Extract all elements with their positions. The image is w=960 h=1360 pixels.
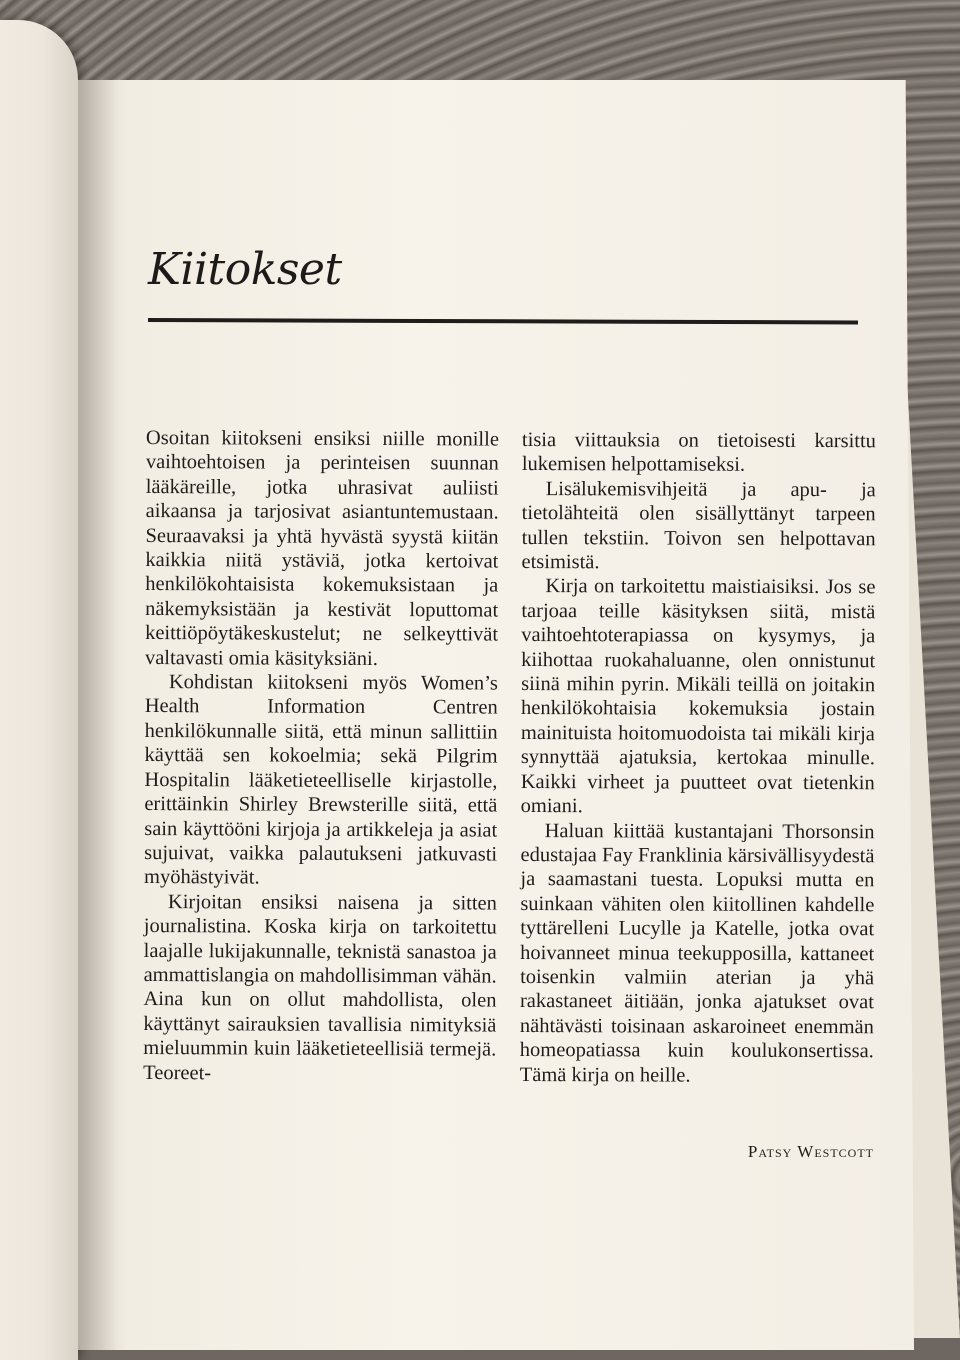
previous-page xyxy=(0,20,78,1360)
paragraph: Lisälukemisvihjeitä ja apu- ja tietolähteitä olen sisällyttänyt tarpeen tullen tekstiin. Toivon sen helpottavan etsimistä. xyxy=(521,477,876,574)
paragraph: tisia viittauksia on tietoisesti karsittu lukemisen helpottamiseksi. xyxy=(521,429,876,477)
paragraph: Haluan kiittää kustantajani Thorsonsin edustajaa Fay Franklinia kärsivällisyydestä ja saamastani tuesta. Lopuksi mutta en suinkaan vähiten olen kiitollinen kahdelle tyttärelleni Lucylle ja Katelle, jotka ovat hoivanneet minua teekupposilla, kattaneet toisenkin valmiin aterian ja yhä rakastaneet äitiään, jonka ajatukset ovat nähtävästi toisinaan askaroineet enemmän homeopatiassa kuin koulukonsertissa. Tämä kirja on heille. xyxy=(519,819,875,1087)
paragraph: Kirjoitan ensiksi naisena ja sitten journalistina. Koska kirja on tarkoitettu laajalle lukijakunnalle, teknistä sanastoa ja ammattislangia on mahdollisimman vähän. Aina kun on ollut mahdollista, olen käyttänyt sairauksien tavallisia nimityksiä mieluummin kuin lääketieteellisiä termejä. Teoreet- xyxy=(143,890,497,1084)
paragraph: Kirja on tarkoitettu maistiaisiksi. Jos se tarjoaa teille käsityksen siitä, mistä vaihtoehtoterapiassa on kysymys, ja kiihottaa ruokahaluanne, olen onnistunut siinä mihin pyrin. Mikäli teillä on joitakin henkilökohtaisia kokemuksia jostain mainituista hoitomuodoista tai mikäli kirja synnyttää ajatuksia, kertokaa minulle. Kaikki virheet ja puutteet ovat tietenkin omiani. xyxy=(520,575,876,818)
paragraph: Kohdistan kiitokseni myös Women’s Health Information Centren henkilökunnalle siitä, että minun sallittiin käyttää sen kokoelmia; sekä Pilgrim Hospitalin lääketieteelliselle kirjastolle, erittäinkin Shirley Brewsterille siitä, että sain käyttööni kirjoja ja artikkeleja ja asiat sujuivat, vaikka palautukseni jatkuvasti myöhästyivät. xyxy=(143,671,498,889)
page-heading: Kiitokset xyxy=(148,244,342,295)
author-signature: Patsy Westcott xyxy=(747,1142,874,1161)
paragraph: Osoitan kiitokseni ensiksi niille monille vaihtoehtoisen ja perinteisen suunnan lääkäreille, jotka uhrasivat auliisti aikaansa ja tarjosivat asiantuntemustaan. Seuraavaksi ja yhtä hyvästä syystä kiitän kaikkia niitä ystäviä, jotka kertoivat henkilökohtaisista kokemuksistaan ja näkemyksistään ja kestivät loputtomat keittiöpöytäkeskustelut; ne selkeyttivät valtavasti omia käsityksiäni. xyxy=(144,427,499,670)
text-column-right xyxy=(520,428,876,1088)
text-column-left xyxy=(143,426,499,1087)
